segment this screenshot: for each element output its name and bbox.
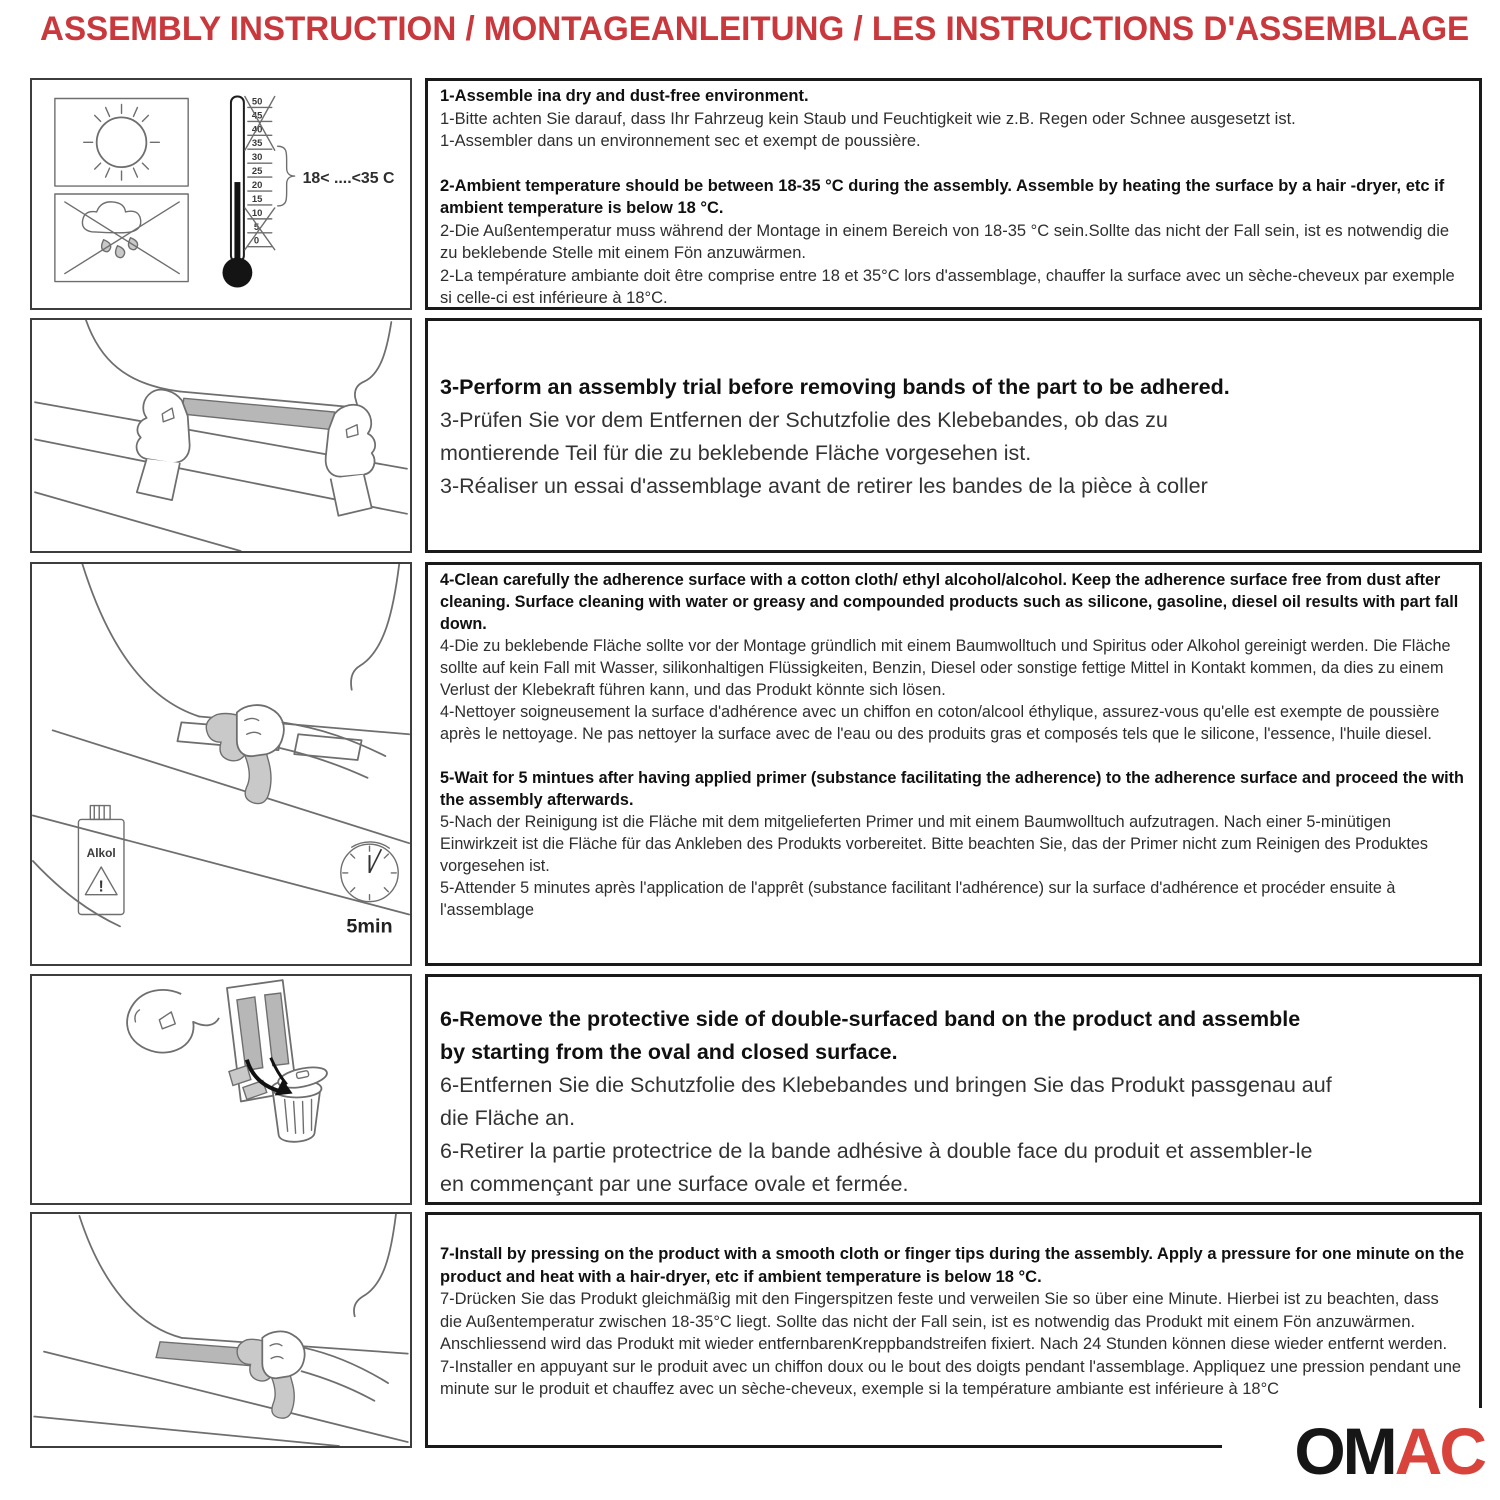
instruction-line: 7-Drücken Sie das Produkt gleichmäßig mit den Fingerspitzen feste und verweilen Sie so über eine Minute. Hierbei ist zu beachten, dass die Außentemperatur zwischen 18-35°C liegt. Sollte das nicht der Fall sein, ist es notwendig das Produkt mit einem Fön anzuwärmen. Anschliessend wird das Produkt mit wieder entfernbarenKreppbandstreifen fixiert. Nach 24 Stunden können diese wieder entfernt werden. xyxy=(440,1290,1448,1353)
pressing-hand-icon xyxy=(32,1214,410,1446)
clock-label: 5min xyxy=(346,915,393,938)
illustration-cleaning-primer xyxy=(30,562,412,966)
omac-logo-black-part: OM xyxy=(1294,1414,1395,1488)
instruction-line: 4-Die zu beklebende Fläche sollte vor der Montage gründlich mit einem Baumwolltuch und Spiritus oder Alkohol gereinigt werden. Die Fläche sollte auf kein Fall mit Wasser, silikonhaltigen Flüssigkeiten, Benzin, Diesel oder sonstige fettige Mittel in Kontakt kommen, da dies zu einem Verlust der Klebekraft führen kann, und das Produkt könnte sich lösen. xyxy=(440,637,1451,699)
instruction-line: en commençant par une surface ovale et fermée. xyxy=(440,1172,909,1196)
svg-text:5: 5 xyxy=(253,221,260,233)
step-row-1 xyxy=(30,78,1482,310)
sun-icon xyxy=(84,104,160,180)
instruction-line: 5-Wait for 5 mintues after having applied primer (substance facilitating the adherence) to the adherence surface and proceed the with the assembly afterwards. xyxy=(440,769,1464,809)
alcohol-bottle-icon xyxy=(78,806,124,915)
svg-text:35: 35 xyxy=(251,138,263,150)
clock-5min-icon xyxy=(341,842,398,937)
step-row-3 xyxy=(30,562,1482,966)
svg-text:15: 15 xyxy=(251,193,263,205)
svg-text:0: 0 xyxy=(253,235,260,247)
instruction-line: 7-Install by pressing on the product with a smooth cloth or finger tips during the assembly. Apply a pressure for one minute on the product and heat with a hair-dryer, etc if ambient temperature is below 18 °C. xyxy=(440,1245,1465,1286)
warning-exclamation: ! xyxy=(98,878,104,896)
temperature-range-label: 18< ....<35 C xyxy=(302,170,395,188)
svg-text:30: 30 xyxy=(251,152,263,164)
instructions-step-6 xyxy=(425,974,1482,1205)
omac-logo-red-part: AC xyxy=(1394,1414,1484,1488)
instruction-line: 5-Attender 5 minutes après l'application de l'apprêt (substance facilitant l'adhérence) sur la surface d'adhérence et procéder ensuite à l'assemblage xyxy=(440,879,1396,919)
svg-text:45: 45 xyxy=(251,110,263,122)
instruction-line: 2-Ambient temperature should be between 18-35 °C during the assembly. Assemble by heating the surface by a hair -dryer, etc if ambient temperature is below 18 °C. xyxy=(440,176,1445,217)
instructions-step-1-2 xyxy=(425,78,1482,310)
svg-text:40: 40 xyxy=(251,124,263,136)
illustration-remove-band xyxy=(30,974,412,1205)
cleaning-sill-icon xyxy=(32,564,410,964)
instruction-line: 1-Bitte achten Sie darauf, dass Ihr Fahrzeug kein Staub und Feuchtigkeit wie z.B. Regen oder Schnee ausgesetzt ist. xyxy=(440,109,1296,128)
instruction-line: 1-Assemble ina dry and dust-free environment. xyxy=(440,87,809,105)
instruction-line: 2-Die Außentemperatur muss während der Montage in einem Bereich von 18-35 °C sein.Sollte das nicht der Fall sein, ist es notwendig die zu beklebende Stelle mit einem Fön anzuwärmen. xyxy=(440,221,1450,262)
instruction-line: by starting from the oval and closed surface. xyxy=(440,1040,898,1064)
svg-text:50: 50 xyxy=(251,96,263,108)
instructions-step-4-5 xyxy=(425,562,1482,966)
illustration-press-install xyxy=(30,1212,412,1448)
sun-rain-thermometer-icon xyxy=(32,80,410,308)
thermometer-icon xyxy=(222,96,395,287)
instruction-line: 7-Installer en appuyant sur le produit avec un chiffon doux ou le bout des doigts pendant l'assemblage. Appliquez une pression pendant une minute sur le produit et chauffez avec un sèche-cheveux, exemple si la température ambiante est inférieure à 18°C xyxy=(440,1357,1462,1398)
instruction-line: 6-Entfernen Sie die Schutzfolie des Klebebandes und bringen Sie das Produkt passgenau auf xyxy=(440,1073,1332,1097)
instruction-line: die Fläche an. xyxy=(440,1106,576,1130)
svg-text:20: 20 xyxy=(251,180,263,192)
door-sill-two-hands-icon xyxy=(32,320,410,551)
svg-text:25: 25 xyxy=(251,166,263,178)
peeling-hand xyxy=(127,990,219,1053)
instruction-line: 3-Perform an assembly trial before removing bands of the part to be adhered. xyxy=(440,375,1230,399)
omac-logo xyxy=(1222,1408,1484,1494)
instruction-line: montierende Teil für die zu beklebende Fläche vorgesehen ist. xyxy=(440,441,1032,465)
instructions-step-3 xyxy=(425,318,1482,553)
peel-band-trash-icon xyxy=(32,976,410,1203)
instruction-line: 6-Remove the protective side of double-surfaced band on the product and assemble xyxy=(440,1007,1301,1031)
illustration-assembly-trial xyxy=(30,318,412,553)
step-row-4 xyxy=(30,974,1482,1205)
left-hand xyxy=(137,390,190,500)
page-title: ASSEMBLY INSTRUCTION / MONTAGEANLEITUNG / LES INSTRUCTIONS D'ASSEMBLAGE xyxy=(40,10,1470,48)
bottle-label: Alkol xyxy=(86,846,116,861)
instruction-line: 4-Clean carefully the adherence surface with a cotton cloth/ ethyl alcohol/alcohol. Keep the adherence surface free from dust after cleaning. Surface cleaning with water or greasy and compounded products such as silicone, gasoline, diesel oil results with part fall down. xyxy=(440,571,1459,633)
step-row-2 xyxy=(30,318,1482,553)
instruction-line: 2-La température ambiante doit être comprise entre 18 et 35°C lors d'assemblage, chauffer la surface avec un sèche-cheveux par exemple si celle-ci est inférieure à 18°C. xyxy=(440,266,1455,307)
instruction-line: 4-Nettoyer soigneusement la surface d'adhérence avec un chiffon en coton/alcool éthylique, assurez-vous qu'elle est exempte de poussière après le nettoyage. Ne pas nettoyer la surface avec de l'eau ou des produits gras et composés tels que le silicone, l'essence, l'huile diesel. xyxy=(440,703,1440,743)
illustration-environment-temperature xyxy=(30,78,412,310)
no-rain-icon xyxy=(65,202,179,274)
instruction-line: 5-Nach der Reinigung ist die Fläche mit dem mitgelieferten Primer und mit einem Baumwolltuch aufzutragen. Nach einer 5-minütigen Einwirkzeit ist die Fläche für das Ankleben des Produkts vorbereitet. Bitte beachten Sie, das der Primer nicht zum Reinigen des Produktes vorgesehen ist. xyxy=(440,813,1428,875)
svg-text:10: 10 xyxy=(251,207,263,219)
instruction-line: 6-Retirer la partie protectrice de la bande adhésive à double face du produit et assembler-le xyxy=(440,1139,1313,1163)
instruction-line: 3-Réaliser un essai d'assemblage avant de retirer les bandes de la pièce à coller xyxy=(440,474,1208,498)
range-brace xyxy=(278,146,295,206)
instruction-line: 3-Prüfen Sie vor dem Entfernen der Schutzfolie des Klebebandes, ob das zu xyxy=(440,408,1168,432)
instruction-line: 1-Assembler dans un environnement sec et exempt de poussière. xyxy=(440,132,921,150)
